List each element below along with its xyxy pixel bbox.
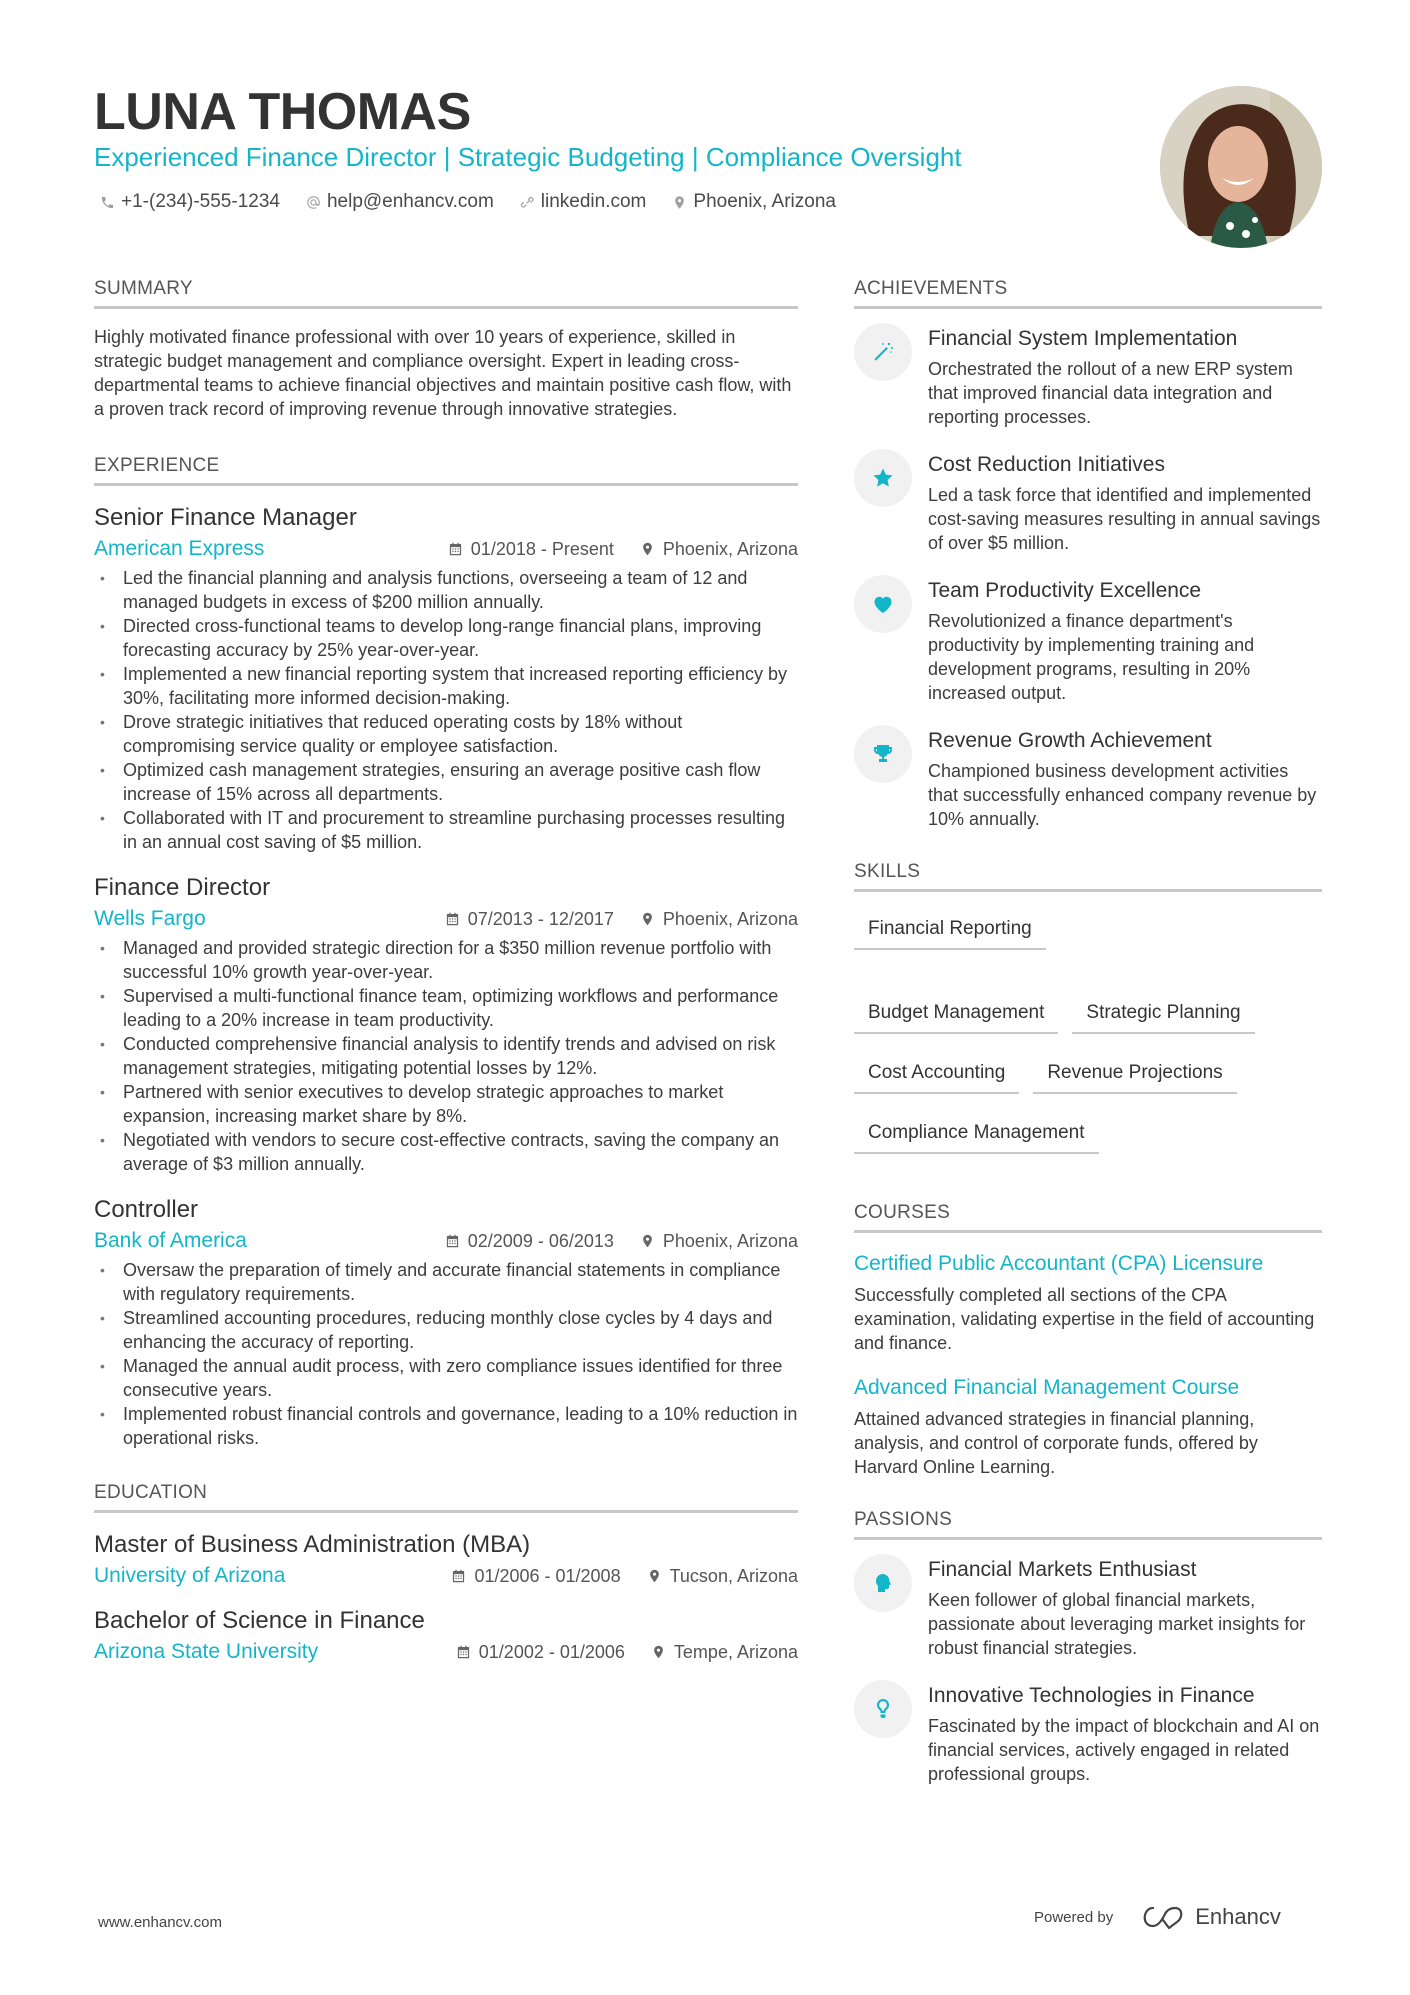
job-entry [94, 502, 798, 854]
calendar-icon [445, 1233, 460, 1249]
bullet: • Supervised a multi-functional finance team, optimizing workflows and performance leading to a 20% increase in team productivity. [94, 984, 798, 1032]
phone-text: +1-(234)-555-1234 [121, 191, 280, 212]
headline: Experienced Finance Director | Strategic Budgeting | Compliance Oversight [94, 142, 962, 172]
job-bullets [94, 1258, 798, 1450]
skill-tag: Budget Management [854, 998, 1058, 1034]
degree-title: Bachelor of Science in Finance [94, 1607, 425, 1634]
location-pin-icon [640, 1233, 655, 1249]
location-pin-icon [640, 911, 655, 927]
achievement-item [854, 727, 1322, 831]
education-meta [94, 1561, 798, 1591]
skill-tag: Compliance Management [854, 1118, 1099, 1154]
job-dates: 02/2009 - 06/2013 [445, 1231, 614, 1252]
job-location: Phoenix, Arizona [640, 909, 798, 930]
bullet: • Collaborated with IT and procurement to streamline purchasing processes resulting in an annual cost saving of $5 million. [94, 806, 798, 854]
powered-by-label: Powered by [1034, 1908, 1114, 1926]
job-title: Controller [94, 1196, 199, 1223]
brand-name: Enhancv [1195, 1904, 1281, 1929]
course-desc: Successfully completed all sections of the CPA examination, validating expertise in the field of accounting and finance. [854, 1285, 1315, 1353]
bullet: • Drove strategic initiatives that reduced operating costs by 18% without compromising service quality or employee satisfaction. [94, 710, 798, 758]
trophy-icon [871, 742, 895, 766]
company-name: American Express [94, 537, 265, 560]
bullet: • Implemented robust financial controls and governance, leading to a 10% reduction in operational risks. [94, 1402, 798, 1450]
brand-logo[interactable] [1139, 1904, 1281, 1930]
achievement-item [854, 577, 1322, 705]
passion-desc: Keen follower of global financial markets, passionate about leveraging market insights for robust financial strategies. [928, 1590, 1306, 1658]
course-item [854, 1249, 1322, 1355]
bullet: • Managed and provided strategic direction for a $350 million revenue portfolio with successful 10% growth year-over-year. [94, 936, 798, 984]
calendar-icon [448, 541, 463, 557]
summary-text: Highly motivated finance professional with over 10 years of experience, skilled in strategic budget management and compliance oversight. Expert in leading cross-departmental teams to achieve financial objectives and maintain positive cash flow, with a proven track record of improving revenue through innovative strategies. [94, 327, 792, 419]
achievement-title: Cost Reduction Initiatives [928, 453, 1165, 476]
star-icon [871, 466, 895, 490]
section-title: ACHIEVEMENTS [854, 278, 1322, 309]
skill-tag: Revenue Projections [1033, 1058, 1236, 1094]
contact-phone[interactable] [100, 191, 280, 213]
contact-bar [100, 191, 836, 213]
location-pin-icon [672, 195, 687, 210]
school-name: Arizona State University [94, 1640, 319, 1663]
contact-location [672, 191, 836, 213]
section-title: SKILLS [854, 861, 1322, 892]
section-title: SUMMARY [94, 278, 798, 309]
education-location: Tempe, Arizona [651, 1642, 798, 1663]
bullet: • Negotiated with vendors to secure cost-effective contracts, saving the company an average of $3 million annually. [94, 1128, 798, 1176]
calendar-icon [451, 1568, 466, 1584]
bullet: • Optimized cash management strategies, ensuring an average positive cash flow increase of 15% across all departments. [94, 758, 798, 806]
lightbulb-icon [871, 1697, 895, 1721]
powered-by [1034, 1904, 1281, 1930]
courses-section [854, 1202, 1322, 1479]
section-title: EXPERIENCE [94, 455, 798, 486]
location-text: Phoenix, Arizona [693, 191, 836, 212]
passion-item [854, 1682, 1322, 1786]
achievement-desc: Championed business development activities that successfully enhanced company revenue by 10% annually. [928, 761, 1317, 829]
education-location: Tucson, Arizona [647, 1566, 798, 1587]
bullet: • Conducted comprehensive financial analysis to identify trends and advised on risk management strategies, mitigating potential losses by 12%. [94, 1032, 798, 1080]
job-title: Finance Director [94, 874, 271, 901]
achievement-item [854, 325, 1322, 429]
location-pin-icon [651, 1644, 666, 1660]
job-dates: 07/2013 - 12/2017 [445, 909, 614, 930]
education-dates: 01/2006 - 01/2008 [451, 1566, 620, 1587]
bullet: • Led the financial planning and analysis functions, overseeing a team of 12 and managed budgets in excess of $200 million annually. [94, 566, 798, 614]
profile-photo [1160, 86, 1322, 248]
location-pin-icon [640, 541, 655, 557]
passion-desc: Fascinated by the impact of blockchain and AI on financial services, actively engaged in related professional groups. [928, 1716, 1320, 1784]
school-name: University of Arizona [94, 1564, 286, 1587]
location-pin-icon [647, 1568, 662, 1584]
course-title: Certified Public Accountant (CPA) Licensure [854, 1252, 1264, 1275]
education-meta [94, 1637, 798, 1667]
achievement-desc: Revolutionized a finance department's productivity by implementing training and development programs, resulting in 20% increased output. [928, 611, 1255, 703]
phone-icon [100, 195, 115, 210]
skill-tag: Strategic Planning [1072, 998, 1254, 1034]
bullet: • Partnered with senior executives to develop strategic approaches to market expansion, increasing market share by 8%. [94, 1080, 798, 1128]
education-entry [94, 1605, 798, 1667]
achievement-title: Financial System Implementation [928, 327, 1238, 350]
education-section [94, 1482, 798, 1667]
job-meta [94, 1226, 798, 1256]
bullet: • Implemented a new financial reporting system that increased reporting efficiency by 30%, facilitating more informed decision-making. [94, 662, 798, 710]
job-bullets [94, 936, 798, 1176]
linkedin-text: linkedin.com [540, 191, 647, 212]
section-title: EDUCATION [94, 1482, 798, 1513]
bullet: • Oversaw the preparation of timely and accurate financial statements in compliance with regulatory requirements. [94, 1258, 798, 1306]
job-location: Phoenix, Arizona [640, 539, 798, 560]
achievement-title: Team Productivity Excellence [928, 579, 1202, 602]
experience-section [94, 455, 798, 1450]
job-meta [94, 904, 798, 934]
company-name: Wells Fargo [94, 907, 206, 930]
passions-section [854, 1509, 1322, 1786]
skill-tag: Cost Accounting [854, 1058, 1019, 1094]
job-entry [94, 1194, 798, 1450]
course-title: Advanced Financial Management Course [854, 1376, 1240, 1399]
job-meta [94, 534, 798, 564]
achievement-title: Revenue Growth Achievement [928, 729, 1212, 752]
degree-title: Master of Business Administration (MBA) [94, 1531, 531, 1558]
job-dates: 01/2018 - Present [448, 539, 614, 560]
candidate-name: LUNA THOMAS [94, 83, 471, 141]
enhancv-logo-icon [1139, 1904, 1185, 1930]
passion-item [854, 1556, 1322, 1660]
bullet: • Managed the annual audit process, with zero compliance issues identified for three consecutive years. [94, 1354, 798, 1402]
website-link[interactable]: www.enhancv.com [98, 1914, 222, 1931]
link-icon [520, 195, 535, 210]
job-bullets [94, 566, 798, 854]
job-location: Phoenix, Arizona [640, 1231, 798, 1252]
education-entry [94, 1529, 798, 1591]
calendar-icon [445, 911, 460, 927]
achievement-desc: Led a task force that identified and implemented cost-saving measures resulting in annual savings of over $5 million. [928, 485, 1321, 553]
brain-head-icon [871, 1571, 895, 1595]
left-column [94, 278, 798, 1701]
job-entry [94, 872, 798, 1176]
magic-wand-icon [871, 340, 895, 364]
bullet: • Directed cross-functional teams to develop long-range financial plans, improving forecasting accuracy by 25% year-over-year. [94, 614, 798, 662]
course-item [854, 1373, 1322, 1479]
achievement-desc: Orchestrated the rollout of a new ERP system that improved financial data integration and reporting processes. [928, 359, 1293, 427]
section-title: COURSES [854, 1202, 1322, 1233]
contact-email[interactable] [306, 191, 494, 213]
bullet: • Streamlined accounting procedures, reducing monthly close cycles by 4 days and enhancing the accuracy of reporting. [94, 1306, 798, 1354]
course-desc: Attained advanced strategies in financial planning, analysis, and control of corporate funds, offered by Harvard Online Learning. [854, 1409, 1258, 1477]
at-icon [306, 195, 321, 210]
job-title: Senior Finance Manager [94, 504, 357, 531]
achievement-item [854, 451, 1322, 555]
achievements-section [854, 278, 1322, 831]
heart-icon [871, 592, 895, 616]
education-dates: 01/2002 - 01/2006 [456, 1642, 625, 1663]
skill-tag: Financial Reporting [854, 914, 1046, 950]
passion-title: Financial Markets Enthusiast [928, 1558, 1197, 1581]
passion-title: Innovative Technologies in Finance [928, 1684, 1255, 1707]
calendar-icon [456, 1644, 471, 1660]
skills-list [854, 914, 1322, 1154]
company-name: Bank of America [94, 1229, 247, 1252]
summary-section [94, 278, 798, 421]
section-title: PASSIONS [854, 1509, 1322, 1540]
skills-section [854, 861, 1322, 1154]
email-text: help@enhancv.com [326, 191, 494, 212]
contact-linkedin[interactable] [520, 191, 647, 213]
right-column [854, 278, 1322, 1820]
